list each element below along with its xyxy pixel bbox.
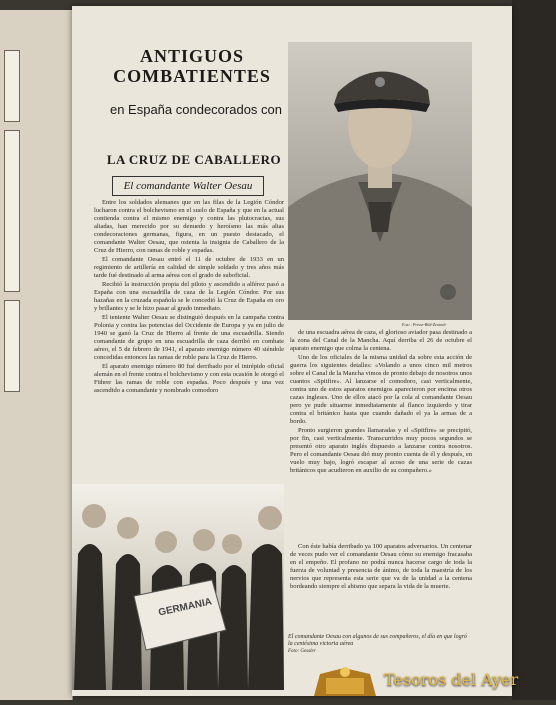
byline-box: El comandante Walter Oesau xyxy=(112,176,264,196)
left-page-edge xyxy=(0,10,73,700)
background-right xyxy=(512,0,556,700)
paragraph: de una escuadra aérea de caza, el glorioso aviador pasa destinado a la zona del Canal de la Mancha. Aquí derriba el 26 de octubre el aparato enemigo que colma la centena. xyxy=(290,329,472,352)
paragraph: Uno de los oficiales de la misma unidad da sobre esta acción de guerra los siguientes detalles: «Volando a unos cinco mil metros sobre el Canal de la Mancha vimos de pronto debajo de nosotros unos cuantos «Spitfire». Al lanzarse el comodoro, casi verticalmente, contra uno de estos aparatos enemigos aparecieron por encima otros cazas ingleses. Uno de ellos atacó por la cola al comandante Oesau pero ye pude situarme inmediatamente al flanco izquierdo y tirar contra el británico hasta que cuando dañado el ya la armas de a bordo. xyxy=(290,354,472,425)
paragraph: El aparato enemigo número 80 fué derribado por el intrépido oficial alemán en el frente contra el bolchevismo y con esta ocasión le otorgó el Führer las ramas de roble con espadas. Poco después y una vez ascendido a comandante y nombrado comodoro xyxy=(94,363,284,394)
paragraph: Entre los soldados alemanes que en las filas de la Legión Cóndor lucharon contra el bolchevismo en el suelo de España y que en la actual contienda contra el mismo enemigo y contra las plutocracias, sus aliadas, han merecido por su denuedo y heroísmo las más altas condecoraciones germanas, figura, en un puesto destacado, el comandante Walter Oesau, que ostenta la insignia de Caballero de la Cruz de Hierro, con ramas de roble y espadas. xyxy=(94,199,284,254)
paragraph: Pronto surgieron grandes llamaradas y el «Spitfire» se precipitó, por fin, casi verticalmente. Transcurridos muy pocos segundos se presentó otro aparato inglés dispuesto a lanzarse contra nosotros. Pero el comandante Oesau dió muy pronto cuenta de él y después, en vuelo muy bajo, logró escapar al acoso de una serie de cazas británicos que acudieron en auxilio de su compañero.» xyxy=(290,427,472,474)
paragraph: Con éste había derribado ya 100 aparatos adversarios. Un centenar de veces pudo ver el comandante Oesau cómo su enemigo fracasaba en el empeño. El profano no podrá nunca hacerse cargo de toda la fuerza de voluntad y presencia de ánimo, de toda la maestría de los nervios que representa esta serie que va de la unidad a la centena bordeando siempre el abismo que separa la vida de la muerte. xyxy=(290,543,472,590)
watermark-text: Tesoros del Ayer xyxy=(384,670,519,689)
article-title: ANTIGUOS COMBATIENTES xyxy=(113,46,271,86)
article-column-1 xyxy=(94,199,284,396)
portrait-photo xyxy=(288,42,472,320)
group-photo xyxy=(72,484,284,690)
article-column-2 xyxy=(290,329,472,476)
flag-text: GERMANIA xyxy=(157,596,214,619)
caption-credit: Foto: Gessler xyxy=(288,649,316,654)
magazine-page xyxy=(72,6,512,696)
article-title-secondary: LA CRUZ DE CABALLERO xyxy=(106,152,282,167)
paragraph: El comandante Oesau entró el 11 de octubre de 1933 en un regimiento de artillería en calidad de simple soldado y tres años más tarde fué destinado al arma aérea con el grado de suboficial. xyxy=(94,256,284,279)
photo-credit: Foto : Presse-Bild-Zentrale xyxy=(402,322,447,327)
paragraph: El teniente Walter Oesau se distinguió después en la campaña contra Polonia y contra las potencias del Occidente de Europa y ya en julio de 1940 se ganó la Cruz de Hierro al frente de una escuadrilla. Siendo comandante de grupo en una escuadrilla de caza derribó en combate aéreo, el 5 de febrero de 1941, el aparato enemigo número 40 siéndole concedidas entonces las ramas de roble para la Cruz de Hierro. xyxy=(94,314,284,361)
paragraph: Recibió la instrucción propia del piloto y ascendido a alférez pasó a España con una escuadrilla de caza de la Legión Cóndor. Por sus hazañas en la cruzada española se le concedió la Cruz de España en oro y brillantes y se le hizo pasar al grado inmediato. xyxy=(94,281,284,312)
group-photo-caption xyxy=(288,634,472,655)
caption-text: El comandante Oesau con algunos de sus compañeros, el día en que logró la centésima victoria aérea xyxy=(288,634,467,647)
article-column-3 xyxy=(290,543,472,592)
article-subtitle: en España condecorados con xyxy=(109,102,282,117)
